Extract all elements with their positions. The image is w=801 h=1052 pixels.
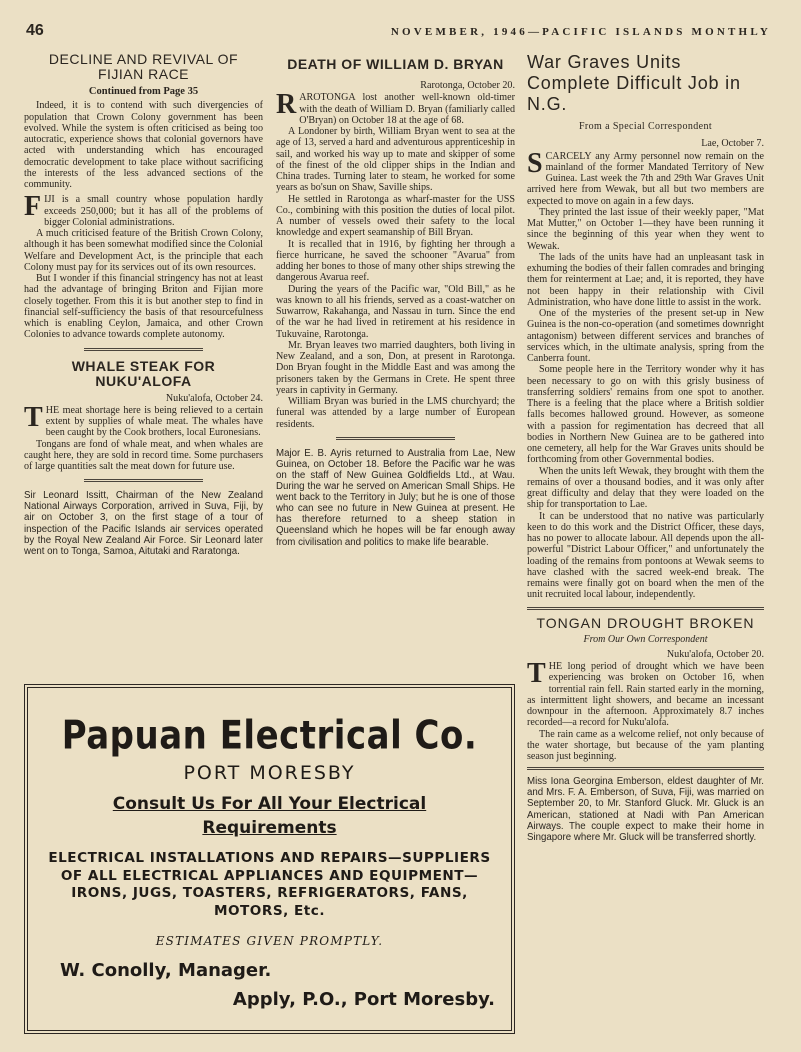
- column-left: [24, 52, 263, 557]
- fijian-paragraph: FIJI is a small country whose population hardly exceeds 250,000; but it has all of the problems of bigger Colonial administrations.: [24, 191, 263, 228]
- advert-company-name: Papuan Electrical Co.: [61, 713, 478, 759]
- advert-city: PORT MORESBY: [183, 762, 356, 784]
- divider: [84, 348, 204, 351]
- bryan-article-title: DEATH OF WILLIAM D. BRYAN: [287, 56, 504, 72]
- papuan-electrical-advert: [24, 684, 515, 1034]
- drop-cap: T: [24, 401, 43, 433]
- advert-consult-line: Consult Us For All Your Electrical: [112, 794, 427, 814]
- page-number: 46: [26, 22, 44, 39]
- drop-cap: T: [527, 658, 546, 689]
- issitt-brief: [24, 490, 263, 557]
- whale-paragraph: Tongans are fond of whale meat, and when whales are caught here, they are sold in record time. Some purchasers of large quantities salt the meat down for future use.: [24, 438, 263, 472]
- emberson-paragraph: Miss Iona Georgina Emberson, eldest daughter of Mr. and Mrs. F. A. Emberson, of Suva, Fiji, was married on September 20, to Mr. Stanford Gluck. Mr. Gluck is an American, stationed at Nadi with Pan American Airways. The couple expect to make their home in Singapore where Mr. Gluck will be transferred shortly.: [527, 776, 764, 843]
- graves-paragraph: Some people here in the Territory wonder why it has been necessary to go on with this grisly business of transferring soldiers' remains from one spot to another. There is a feeling that the place where a British soldier falls becomes hallowed ground. However, as someone with a passion for regimentation has decreed that all bodies in Northern New Guinea are to be gathered into one cemetery, all help for the War Graves units should be forthcoming from other Governmental bodies.: [527, 364, 764, 466]
- divider: [527, 607, 764, 610]
- whale-dateline: Nuku'alofa, October 24.: [165, 392, 263, 404]
- bryan-paragraph: Mr. Bryan leaves two married daughters, both living in New Zealand, and a son, Don, at present in Rarotonga. Don Bryan fought in the Middle East and was among the prisoners taken by the Germans in Crete. He spent three years in captivity in Germany.: [276, 339, 515, 396]
- bryan-paragraph: During the years of the Pacific war, "Old Bill," as he was known to all his friends, served as a coast-watcher on Suwarrow, Rakahanga, and Nassau in turn. Since the end of the war he had lived in retirement at his residence in Tukuvaine, Rarotonga.: [276, 283, 515, 340]
- advert-requirements: Requirements: [202, 818, 337, 838]
- graves-paragraph: The lads of the units have had an unpleasant task in exhuming the bodies of their fallen comrades and bringing them for reinterment at Lae; and, it is reported, they have not been happy in their relationship with Civil Administration, who have done little to assist in the work.: [527, 251, 764, 308]
- graves-paragraph: It can be understood that no native was particularly keen to do this work and the District Officer, these days, has no power to allocate labour. All depends upon the all-powerful "District Labour Officer," and unfortunately the loading of the remains from pontoons at Wewak seems to have clashed with the sacred week-end break. The remains were finally got on board when the men of the unit recruited local labour, independently.: [527, 510, 764, 601]
- graves-dateline: Lae, October 7.: [701, 138, 764, 150]
- drop-cap: S: [527, 147, 543, 179]
- whale-article-title: WHALE STEAK FOR NUKU'ALOFA: [71, 357, 216, 389]
- drop-cap: F: [24, 191, 42, 223]
- drought-paragraph: THE long period of drought which we have been experiencing was broken on October 16, when torrential rain fell. Rain started early in the morning, as intermittent light showers, and became an incessant downpour in the afternoon. Approximately 8.7 inches recorded—a record for Nuku'alofa.: [527, 658, 764, 729]
- page-header: [26, 22, 771, 44]
- emberson-brief: [527, 776, 764, 843]
- drought-article-title: TONGAN DROUGHT BROKEN: [536, 614, 755, 631]
- graves-article-title: War Graves Units Complete Difficult Job in N.G.: [527, 52, 741, 114]
- bryan-paragraph: He settled in Rarotonga as wharf-master for the USS Co., combining with this position the duties of local pilot. A number of vessels owed their safety to the local knowledge and expert seamanship of Bill Bryan.: [276, 193, 515, 239]
- column-right: [527, 52, 764, 843]
- ayris-paragraph: Major E. B. Ayris returned to Australia from Lae, New Guinea, on October 18. Before the Pacific war he was on the staff of New Guinea Goldfields Ltd., at Wau. During the war he served on American Small Ships. He went back to the Territory in July; but he is one of those who can see no future in New Guinea at present. He has therefore returned to a sheep station in Queensland which he hopes will be far enough away from civilisation and politics to make life bearable.: [276, 447, 515, 548]
- fijian-paragraph: But I wonder if this financial stringency has not at least had the advantage of bringing Briton and Fijian more closely together. From this it is but another step to find in financial self-sufficiency the basis of that resourcefulness which is enabling Ceylon, Jamaica, and other Crown Colonies to advance towards complete autonomy.: [24, 273, 263, 341]
- continued-note: Continued from Page 35: [88, 86, 199, 97]
- divider: [84, 479, 204, 482]
- drought-dateline: Nuku'alofa, October 20.: [666, 648, 764, 660]
- divider: [527, 767, 764, 770]
- running-title: NOVEMBER, 1946—PACIFIC ISLANDS MONTHLY: [390, 26, 771, 38]
- drought-byline: From Our Own Correspondent: [583, 633, 708, 645]
- fijian-paragraph: A much criticised feature of the British Crown Colony, although it has been somewhat modified since the Colonial Welfare and Development Act, is the principle that each Colony must pay for its services out of its own resources.: [24, 228, 263, 273]
- divider: [336, 437, 456, 440]
- bryan-paragraph: A Londoner by birth, William Bryan went to sea at the age of 13, served a hard and adventurous apprenticeship in sail, and worked his way up to mate and skipper of some of the finest of the old clipper ships in the Indian and China trades. Turning later to steam, he worked for some years as bo'sun on Shaw, Saville ships.: [276, 126, 515, 194]
- advert-apply: Apply, P.O., Port Moresby.: [232, 989, 495, 1010]
- graves-paragraph: They printed the last issue of their weekly paper, "Mat Mat Mutter," on October 1—they have been running it since the beginning of this year when they went to Wewak.: [527, 206, 764, 252]
- bryan-paragraph: It is recalled that in 1916, by fighting her through a fierce hurricane, he saved the schooner "Avarua" from adding her bones to those of many other ships strewing the dangerous Avarua reef.: [276, 238, 515, 284]
- ayris-brief: [276, 448, 515, 548]
- bryan-paragraph: William Bryan was buried in the LMS churchyard; the funeral was attended by a large number of European residents.: [276, 396, 515, 430]
- issitt-paragraph: Sir Leonard Issitt, Chairman of the New Zealand National Airways Corporation, arrived in Suva, Fiji, by air on October 3, on the first stage of a tour of inspection of the Pacific Islands air services operated by the Royal New Zealand Air Force. Sir Leonard later went on to Tonga, Samoa, Aitutaki and Raratonga.: [24, 490, 263, 557]
- bryan-paragraph: RAROTONGA lost another well-known old-timer with the death of William D. Bryan (familiarly called O'Bryan) on October 18 at the age of 68.: [276, 89, 515, 126]
- graves-byline: From a Special Correspondent: [578, 121, 713, 132]
- advert-services: ELECTRICAL INSTALLATIONS AND REPAIRS—SUPPLIERS OF ALL ELECTRICAL APPLIANCES AND EQUIPMENT—IRONS, JUGS, TOASTERS, REFRIGERATORS, FANS, MOTORS, Etc.: [48, 850, 491, 919]
- fijian-article-title: DECLINE AND REVIVAL OF FIJIAN RACE: [48, 51, 239, 82]
- drought-paragraph: The rain came as a welcome relief, not only because of the water shortage, but because of the yam planting season just beginning.: [527, 728, 764, 762]
- advert-manager: W. Conolly, Manager.: [60, 960, 272, 981]
- graves-paragraph: When the units left Wewak, they brought with them the remains of over a thousand bodies, and it was only after great difficulty and delay that they were loaded on the ship for transportation to Lae.: [527, 465, 764, 511]
- graves-paragraph: One of the mysteries of the present set-up in New Guinea is the non-co-operation (and sometimes downright antagonism) between different services and branches of services which, in the ultimate analysis, spring from the Canberra fount.: [527, 308, 764, 364]
- column-middle: [276, 52, 515, 548]
- bryan-dateline: Rarotonga, October 20.: [420, 80, 515, 91]
- drop-cap: R: [276, 89, 297, 121]
- whale-paragraph: THE meat shortage here is being relieved to a certain extent by supplies of whale meat. The whales have been caught by the Cook brothers, local Euronesians.: [24, 401, 263, 439]
- fijian-paragraph: Indeed, it is to contend with such divergencies of population that Crown Colony government has been evolved. While the system is often criticised as being too autocratic, experience shows that colonial governors have acted with understanding which has encouraged democratic development to take place without sacrificing the interests of the less advanced sections of the community.: [24, 100, 263, 190]
- advert-estimates: ESTIMATES GIVEN PROMPTLY.: [155, 934, 384, 948]
- graves-paragraph: SCARCELY any Army personnel now remain on the mainland of the former Mandated Territory of New Guinea. Last week the 7th and 29th War Graves Unit arrived here from Wewak, but all but two members are expected to move on again in a few days.: [527, 147, 764, 207]
